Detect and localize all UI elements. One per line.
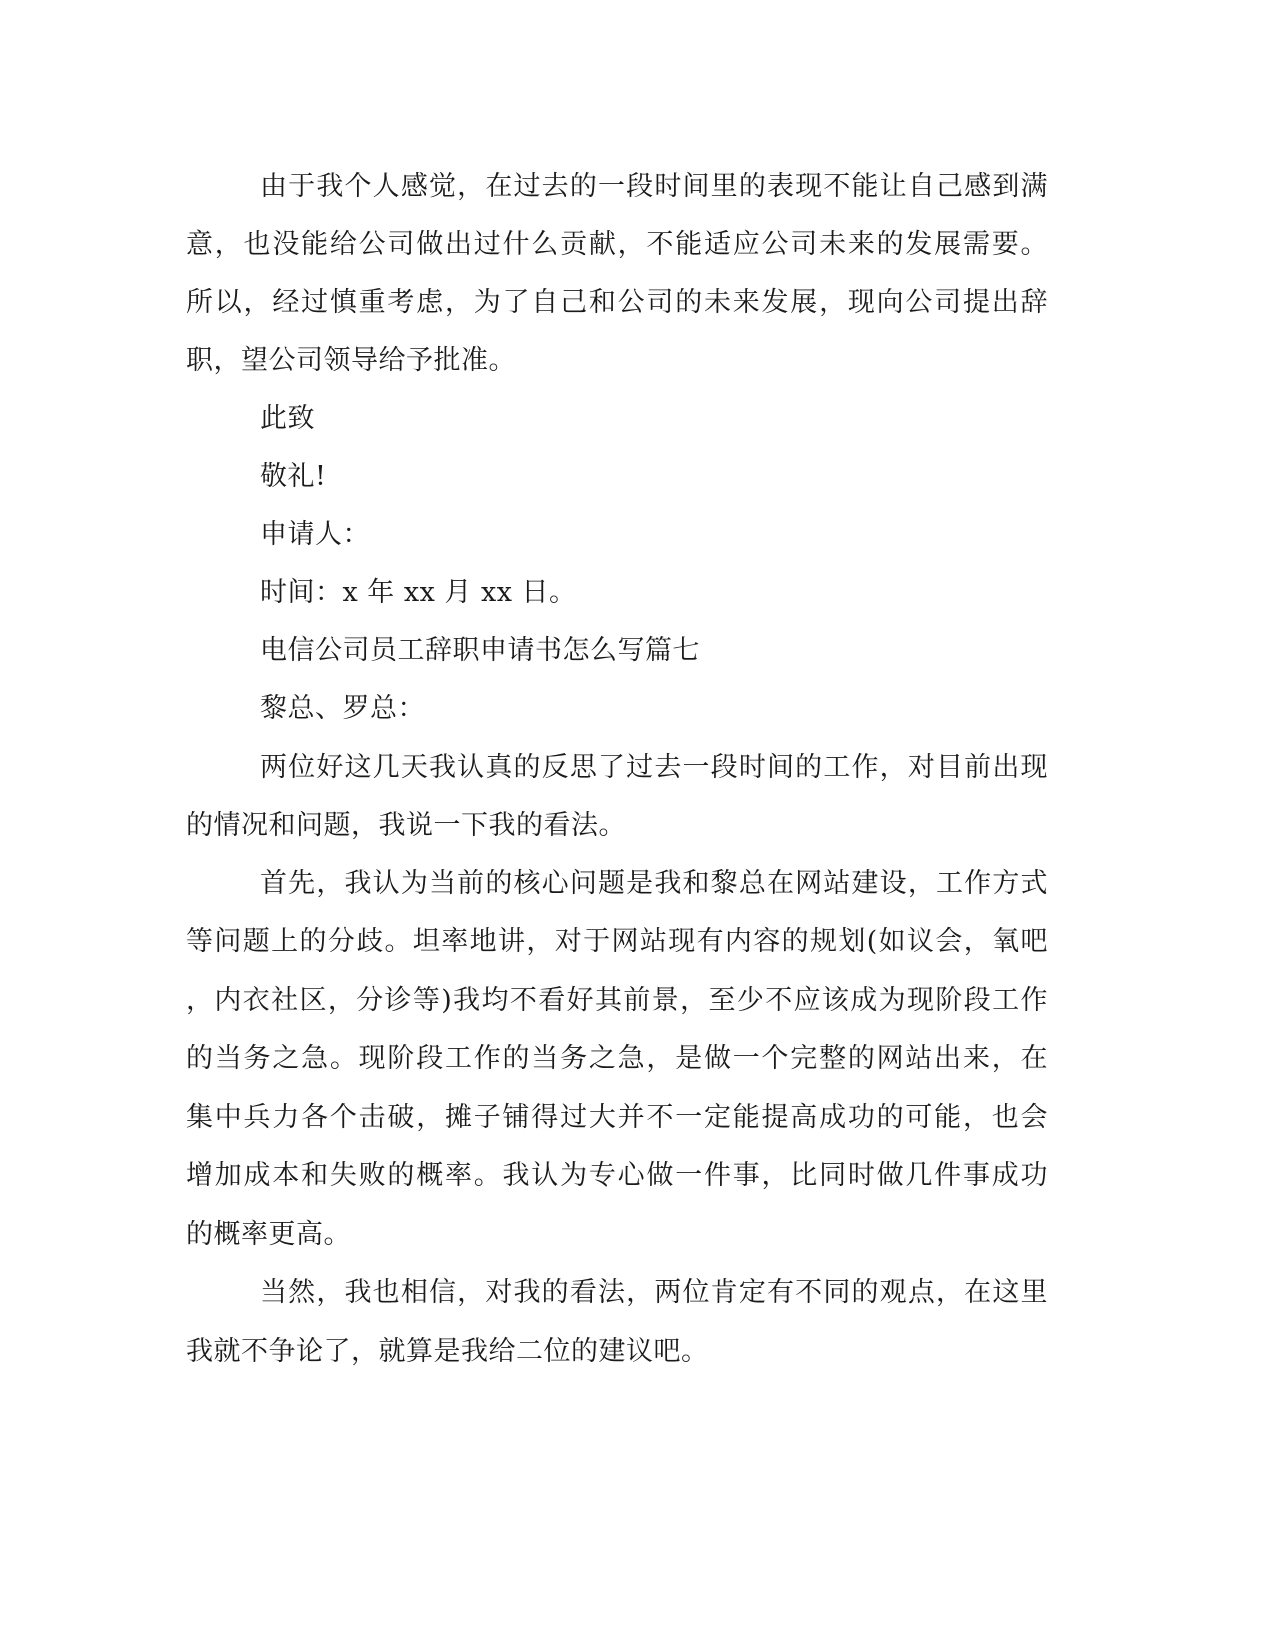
- paragraph-line: 当然，我也相信，对我的看法，两位肯定有不同的观点，在这里: [260, 1277, 1048, 1308]
- date-line: 时间：x 年 xx 月 xx 日。: [260, 577, 577, 608]
- paragraph-line: ，内衣社区，分诊等)我均不看好其前景，至少不应该成为现阶段工作: [186, 985, 1048, 1016]
- applicant-label: 申请人：: [260, 519, 370, 550]
- paragraph-line: 首先，我认为当前的核心问题是我和黎总在网站建设，工作方式: [260, 868, 1048, 899]
- closing-regards: 敬礼!: [260, 461, 327, 492]
- paragraph-line: 的情况和问题，我说一下我的看法。: [186, 810, 626, 841]
- paragraph-line: 增加成本和失败的概率。我认为专心做一件事，比同时做几件事成功: [186, 1160, 1048, 1191]
- paragraph-line: 的概率更高。: [186, 1219, 351, 1250]
- closing-salutation: 此致: [260, 403, 315, 434]
- paragraph-line: 职，望公司领导给予批准。: [186, 345, 516, 376]
- paragraph-line: 我就不争论了，就算是我给二位的建议吧。: [186, 1336, 709, 1367]
- paragraph-line: 的当务之急。现阶段工作的当务之急，是做一个完整的网站出来，在: [186, 1043, 1048, 1074]
- letter-addressee: 黎总、罗总：: [260, 693, 425, 724]
- paragraph-line: 等问题上的分歧。坦率地讲，对于网站现有内容的规划(如议会，氧吧: [186, 926, 1048, 957]
- paragraph-line: 由于我个人感觉，在过去的一段时间里的表现不能让自己感到满: [260, 171, 1048, 202]
- section-title: 电信公司员工辞职申请书怎么写篇七: [260, 635, 700, 666]
- paragraph-line: 意，也没能给公司做出过什么贡献，不能适应公司未来的发展需要。: [186, 229, 1048, 260]
- paragraph-line: 两位好这几天我认真的反思了过去一段时间的工作，对目前出现: [260, 752, 1048, 783]
- paragraph-line: 所以，经过慎重考虑，为了自己和公司的未来发展，现向公司提出辞: [186, 287, 1048, 318]
- paragraph-line: 集中兵力各个击破，摊子铺得过大并不一定能提高成功的可能，也会: [186, 1102, 1048, 1133]
